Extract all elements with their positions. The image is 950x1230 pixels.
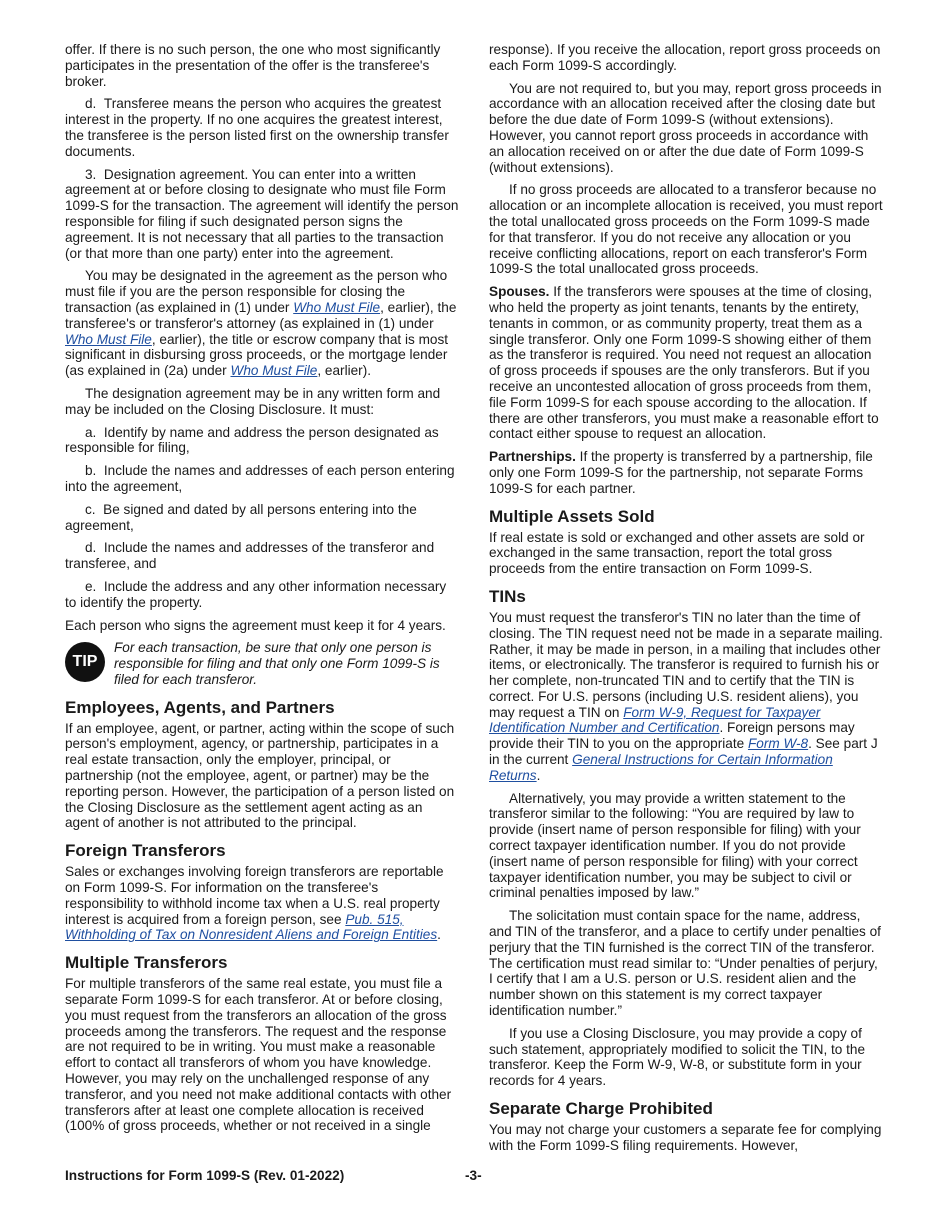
paragraph-transferee-definition: d. Transferee means the person who acquires the greatest interest in the property. If no one acquires the greatest interest, the transferee is the person listed first on the ownership transfer documents. <box>65 96 449 159</box>
heading-multiple-transferors: Multiple Transferors <box>65 953 228 973</box>
pub-515-link[interactable]: Pub. 515, Withholding of Tax on Nonresident Aliens and Foreign Entities <box>65 911 438 943</box>
text-run: . <box>437 927 441 943</box>
run-in-heading: Partnerships. <box>489 449 576 465</box>
paragraph-partnerships <box>489 449 884 496</box>
form-w8-link[interactable]: Form W-8 <box>747 736 809 752</box>
left-column <box>65 42 460 1141</box>
paragraph: The designation agreement may be in any written form and may be included on the Closing Disclosure. It must: <box>65 385 441 417</box>
who-must-file-link[interactable]: Who Must File <box>230 363 318 379</box>
paragraph: If no gross proceeds are allocated to a transferor because no allocation or an incomplete allocation is received, you must report the total unallocated gross proceeds on the Form 1099-S made for that transferor. If you do not receive any allocation or you receive conflicting allocations, report on each transferor's Form 1099-S the total unallocated gross proceeds. <box>489 182 883 277</box>
text-run: , earlier), the transferee's or transferor's attorney (as explained in (1) under <box>65 299 457 331</box>
paragraph: If you use a Closing Disclosure, you may provide a copy of such statement, appropriately modified to solicit the TIN, to the transferor. Keep the Form W-9, W-8, or substitute form in your records for 4 years. <box>489 1025 866 1089</box>
text-run: Sales or exchanges involving foreign transferors are reportable on Form 1099-S. For information on the transferee's responsibility to withhold income tax when a U.S. real property interest is acquired from a foreign person, see <box>65 864 444 927</box>
text-run: You may be designated in the agreement as the person who must file if you are the person responsible for closing the transaction (as explained in (1) under <box>65 268 448 315</box>
paragraph-designation-agreement: 3. Designation agreement. You can enter into a written agreement at or before closing to designate who must file Form 1099-S for the transaction. The agreement will identify the person responsible for filing if such designated person signs the agreement. It is not necessary that all parties to the transaction (or that more than one party) enter into the agreement. <box>65 166 459 261</box>
paragraph: Alternatively, you may provide a written statement to the transferor similar to the following: “You are required by law to provide (insert name of person responsible for filing) with your correct taxpayer identification number. If you do not provide (insert name of person responsible for filing) with your correct taxpayer identification number, you may be subject to civil or criminal penalties imposed by law.” <box>489 790 861 901</box>
paragraph: You may not charge your customers a separate fee for complying with the Form 1099-S filing requirements. However, <box>489 1122 882 1153</box>
paragraph: offer. If there is no such person, the one who most significantly participates in the presentation of the offer is the transferee's broker. <box>65 42 441 89</box>
text-run: , earlier). <box>317 363 372 379</box>
list-item: d. Include the names and addresses of the transferor and transferee, and <box>65 540 435 572</box>
tip-box <box>65 640 460 687</box>
paragraph <box>489 610 884 784</box>
heading-foreign-transferors: Foreign Transferors <box>65 841 226 861</box>
text-run: . <box>536 767 541 783</box>
heading-employees: Employees, Agents, and Partners <box>65 697 335 717</box>
run-in-heading: Spouses. <box>489 284 550 300</box>
text-run: You must request the transferor's TIN no later than the time of closing. The TIN request need not be made in a separate mailing. Rather, it may be made in person, in a mailing that includes other items, or electronically. The transferor is required to furnish his or her complete, non-truncated TIN and to certify that the TIN is correct. For U.S. persons (including U.S. resident aliens), you may request a TIN on <box>489 609 883 720</box>
text-run: . See part J in the current <box>489 736 878 768</box>
right-column <box>489 42 884 1161</box>
list-item: a. Identify by name and address the person designated as responsible for filing, <box>65 424 439 456</box>
paragraph: response). If you receive the allocation, report gross proceeds on each Form 1099-S accordingly. <box>489 42 881 73</box>
footer-title: Instructions for Form 1099-S (Rev. 01-2022) <box>65 1168 345 1183</box>
who-must-file-link[interactable]: Who Must File <box>65 331 152 347</box>
list-item: c. Be signed and dated by all persons entering into the agreement, <box>65 501 417 533</box>
heading-separate-charge: Separate Charge Prohibited <box>489 1099 713 1119</box>
heading-multiple-assets: Multiple Assets Sold <box>489 506 655 526</box>
tip-icon: TIP <box>65 642 105 682</box>
who-must-file-link[interactable]: Who Must File <box>293 299 381 315</box>
tip-text: For each transaction, be sure that only one person is responsible for filing and that only one Form 1099-S is filed for each transferor. <box>114 640 440 687</box>
paragraph: If real estate is sold or exchanged and other assets are sold or exchanged in the same transaction, report the total gross proceeds from the entire transaction on Form 1099-S. <box>489 529 865 577</box>
paragraph-designation <box>65 268 460 379</box>
list-item: b. Include the names and addresses of each person entering into the agreement, <box>65 463 455 494</box>
heading-tins: TINs <box>489 586 526 606</box>
text-run: If the transferors were spouses at the time of closing, who held the property as joint tenants, tenants by the entirety, tenants in common, or as community property, treat them as a single transferor. Only one Form 1099-S showing either of them as the transferor is required. You need not request an allocation of gross proceeds if spouses are the only transferors. But if you receive an uncontested allocation of gross proceeds from them, file Form 1099-S for each spouse according to the allocation. If there are other transferors, you must make a reasonable effort to contact either spouse to request an allocation. <box>489 284 879 442</box>
list-item: e. Include the address and any other information necessary to identify the property. <box>65 578 447 610</box>
paragraph <box>65 864 460 943</box>
paragraph: For multiple transferors of the same real estate, you must file a separate Form 1099-S for each transferor. At or before closing, you must request from the transferors an allocation of the gross proceeds among the transferors. The request and the response are not required to be in writing. You must make a reasonable effort to contact all transferors of whom you have knowledge. However, you may rely on the unchallenged response of any transferor, and you need not make additional contacts with other transferors after at least one complete allocation is received (100% of gross proceeds, whether or not received in a single <box>65 976 452 1134</box>
page-footer <box>65 1168 885 1186</box>
paragraph: If an employee, agent, or partner, acting within the scope of such person's employment, agency, or partnership, participates in a real estate transaction, only the employer, principal, or partnership (not the employee, agent, or partner) may be the reporting person. However, the participation of a person listed on the Closing Disclosure as the settlement agent acting as an agent of another is not attributed to the principal. <box>65 720 455 831</box>
text-run: . Foreign persons may provide their TIN to you on the appropriate <box>489 720 855 752</box>
page-number: -3- <box>465 1168 482 1183</box>
paragraph-spouses <box>489 284 884 442</box>
paragraph: Each person who signs the agreement must keep it for 4 years. <box>65 617 446 633</box>
text-run: , earlier), the title or escrow company that is most significant in disbursing gross proceeds, or the mortgage lender (as explained in (2a) under <box>65 331 449 379</box>
text-run: If the property is transferred by a partnership, file only one Form 1099-S for the partnership, not separate Forms 1099-S for each partner. <box>489 449 873 496</box>
general-instructions-link[interactable]: General Instructions for Certain Information Returns <box>489 752 833 783</box>
form-w9-link[interactable]: Form W-9, Request for Taxpayer Identification Number and Certification <box>489 704 821 736</box>
paragraph: You are not required to, but you may, report gross proceeds in accordance with an allocation received after the closing date but before the due date of Form 1099-S (without extensions). However, you cannot report gross proceeds in accordance with an allocation received on or after the due date of Form 1099-S (without extensions). <box>489 80 882 175</box>
paragraph: The solicitation must contain space for the name, address, and TIN of the transferor, and a place to certify under penalties of perjury that the TIN furnished is the correct TIN of the transferor. The certification must read similar to: “Under penalties of perjury, I certify that I am a U.S. person or U.S. resident alien and the number shown on this statement is my correct taxpayer identification number.” <box>489 908 881 1019</box>
